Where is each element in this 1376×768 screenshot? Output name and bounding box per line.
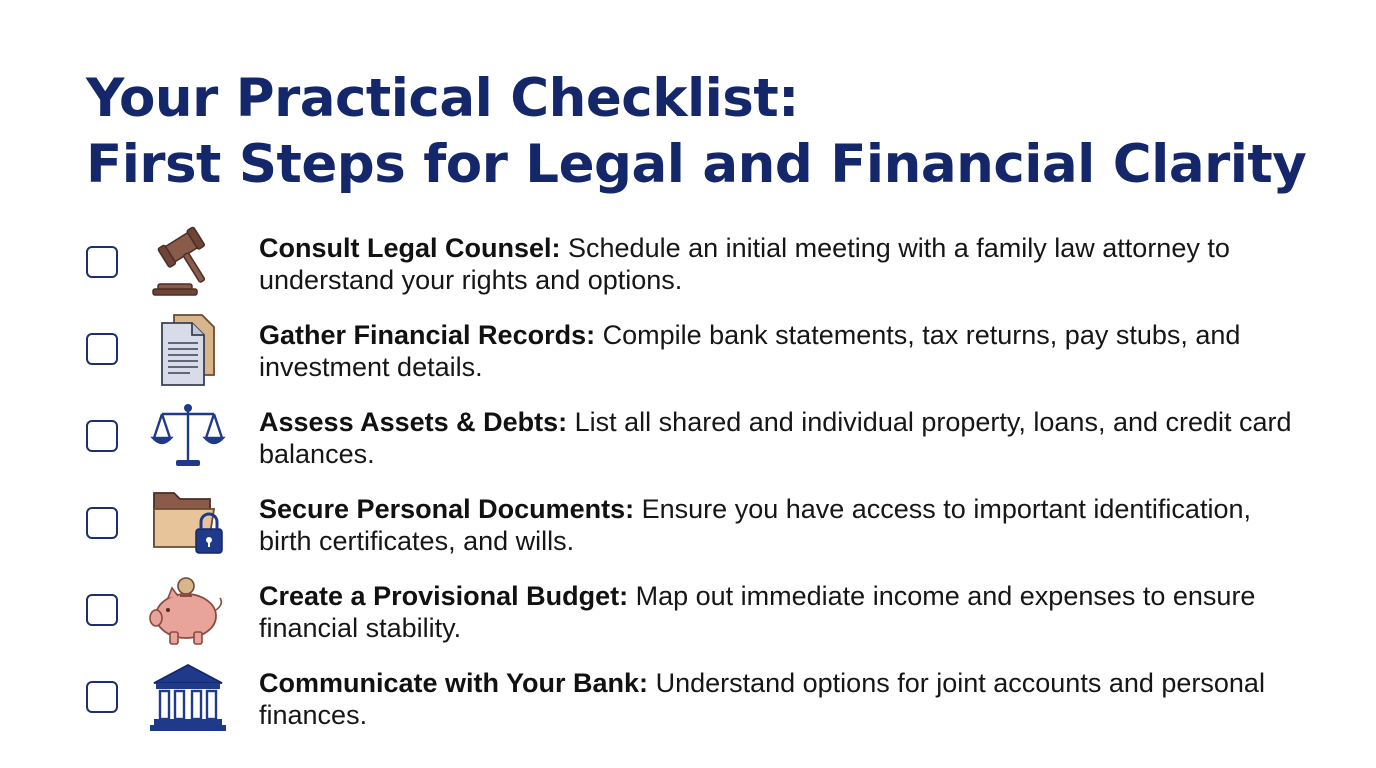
title-line-1: Your Practical Checklist: [86, 68, 799, 129]
item-description: Compile bank statements, tax returns, pay stubs, and investment details. [259, 320, 1241, 382]
documents-icon [148, 313, 228, 387]
item-heading: Assess Assets & Debts: [259, 407, 568, 437]
item-heading: Secure Personal Documents: [259, 494, 635, 524]
checkbox[interactable] [86, 246, 118, 278]
item-heading: Consult Legal Counsel: [259, 233, 561, 263]
item-text [259, 580, 1299, 644]
checkbox[interactable] [86, 507, 118, 539]
checklist-item-assess-assets-debts [0, 400, 1376, 487]
item-text [259, 667, 1299, 731]
page-title [86, 66, 1306, 198]
checkbox[interactable] [86, 420, 118, 452]
item-description: Ensure you have access to important identification, birth certificates, and wills. [259, 494, 1251, 556]
item-text [259, 406, 1299, 470]
item-description: Map out immediate income and expenses to ensure financial stability. [259, 581, 1256, 643]
item-heading: Create a Provisional Budget: [259, 581, 629, 611]
item-heading: Communicate with Your Bank: [259, 668, 649, 698]
item-description: Understand options for joint accounts and personal finances. [259, 668, 1265, 730]
locked-folder-icon [148, 487, 228, 561]
checkbox[interactable] [86, 594, 118, 626]
item-text [259, 319, 1299, 383]
checkbox[interactable] [86, 681, 118, 713]
piggy-bank-icon [148, 574, 228, 648]
item-text [259, 493, 1299, 557]
checkbox[interactable] [86, 333, 118, 365]
checklist-item-gather-financial-records [0, 313, 1376, 400]
checklist-item-create-provisional-budget [0, 574, 1376, 661]
item-text [259, 232, 1299, 296]
checklist-item-communicate-with-bank [0, 661, 1376, 748]
checklist-item-secure-personal-documents [0, 487, 1376, 574]
title-line-2: First Steps for Legal and Financial Clarity [86, 134, 1307, 195]
bank-icon [148, 661, 228, 735]
scales-icon [148, 400, 228, 474]
item-description: Schedule an initial meeting with a family law attorney to understand your rights and options. [259, 233, 1230, 295]
checklist-item-consult-legal-counsel [0, 226, 1376, 313]
checklist [0, 226, 1376, 748]
item-description: List all shared and individual property, loans, and credit card balances. [259, 407, 1292, 469]
gavel-icon [148, 226, 228, 300]
item-heading: Gather Financial Records: [259, 320, 596, 350]
